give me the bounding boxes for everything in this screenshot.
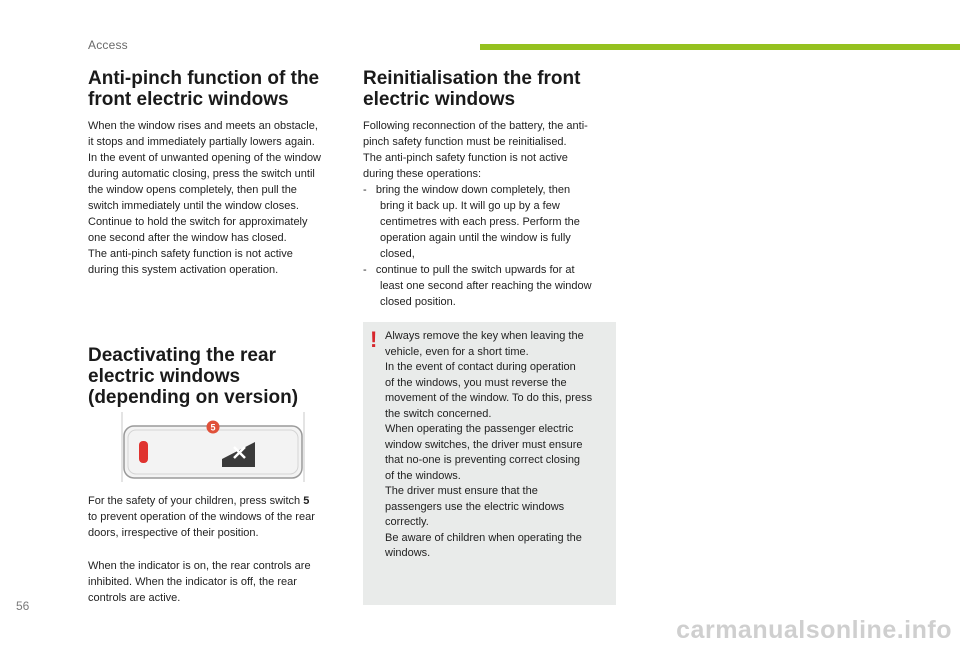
warning-exclamation-icon: ! [370, 327, 378, 352]
list-item [363, 182, 623, 262]
heading-line: electric windows [363, 89, 516, 110]
text-line: Following reconnection of the battery, the anti- [363, 120, 588, 132]
section-label: Access [88, 38, 128, 52]
callout-5 [207, 421, 220, 434]
text-line: operation again until the window is fully [380, 232, 571, 244]
text-line: windows. [385, 547, 431, 559]
text-line: it stops and immediately partially lowers again. [88, 136, 315, 148]
text-line: of the windows, you must reverse the [385, 376, 567, 389]
text-line: the window opens completely, then pull the [88, 184, 297, 196]
text-line: - bring the window down completely, then [363, 184, 571, 196]
section-accent-bar [480, 44, 960, 50]
text-run: For the safety of your children, press switch [88, 495, 304, 507]
deactivating-paragraph-2 [88, 558, 358, 606]
indicator-light-icon [139, 441, 148, 463]
switch-number: 5 [303, 495, 310, 507]
text-line: during automatic closing, press the switch until [88, 168, 315, 180]
text-line: to prevent operation of the windows of the rear [88, 511, 315, 523]
anti-pinch-paragraph [88, 118, 358, 278]
text-line: correctly. [385, 516, 429, 528]
reinitialisation-heading [363, 68, 580, 110]
deactivating-paragraph-1 [88, 493, 358, 541]
heading-line: electric windows [88, 366, 241, 387]
text-line: one second after the window has closed. [88, 232, 287, 244]
text-line: passengers use the electric windows [385, 500, 565, 513]
text-line: that no-one is preventing correct closing [385, 454, 581, 466]
text-line: closed, [380, 248, 415, 260]
text-line: Always remove the key when leaving the [385, 330, 584, 342]
text-line: Continue to hold the switch for approximately [88, 216, 308, 228]
text-line: The anti-pinch safety function is not active [88, 248, 293, 260]
text-line: The driver must ensure that the [385, 485, 538, 497]
text-line: doors, irrespective of their position. [88, 527, 259, 539]
text-line: during these operations: [363, 168, 482, 180]
text-line: The anti-pinch safety function is not active [363, 152, 568, 164]
heading-line: Deactivating the rear [88, 345, 276, 366]
heading-line: (depending on version) [88, 387, 299, 408]
list-item [363, 262, 623, 310]
text-line: during this system activation operation. [88, 264, 279, 276]
text-line: When operating the passenger electric [385, 423, 574, 435]
page-number: 56 [16, 599, 30, 613]
heading-line: Anti-pinch function of the [88, 68, 320, 89]
warning-text [385, 329, 615, 562]
text-line: centimetres with each press. Perform the [380, 216, 580, 228]
text-line: switch immediately until the window closes. [88, 200, 299, 212]
text-line: In the event of contact during operation [385, 361, 576, 373]
text-line: least one second after reaching the window [380, 280, 592, 292]
rear-window-lock-switch-illustration [118, 412, 308, 490]
text-line: window switches, the driver must ensure [385, 438, 583, 451]
text-line: vehicle, even for a short time. [385, 345, 529, 358]
heading-line: Reinitialisation the front [363, 68, 581, 89]
reinitialisation-paragraph [363, 118, 623, 310]
text-line: inhibited. When the indicator is off, the rear [88, 576, 297, 588]
text-line: controls are active. [88, 592, 181, 604]
text-line: Be aware of children when operating the [385, 531, 582, 544]
text-line: of the windows. [385, 469, 461, 482]
heading-line: front electric windows [88, 89, 289, 110]
text-line: movement of the window. To do this, press [385, 392, 593, 404]
deactivating-heading [88, 345, 298, 408]
text-line: bring it back up. It will go up by a few [380, 200, 560, 212]
text-line: - continue to pull the switch upwards for at [363, 264, 575, 276]
text-line: When the window rises and meets an obstacle, [88, 120, 318, 132]
callout-number: 5 [210, 422, 216, 433]
text-line: In the event of unwanted opening of the window [88, 152, 322, 164]
text-line: When the indicator is on, the rear controls are [88, 560, 311, 572]
text-line: the switch concerned. [385, 407, 492, 420]
anti-pinch-heading [88, 68, 319, 110]
text-line: closed position. [380, 296, 456, 308]
text-line: pinch safety function must be reinitialised. [363, 136, 567, 148]
watermark: carmanualsonline.info [676, 616, 952, 644]
